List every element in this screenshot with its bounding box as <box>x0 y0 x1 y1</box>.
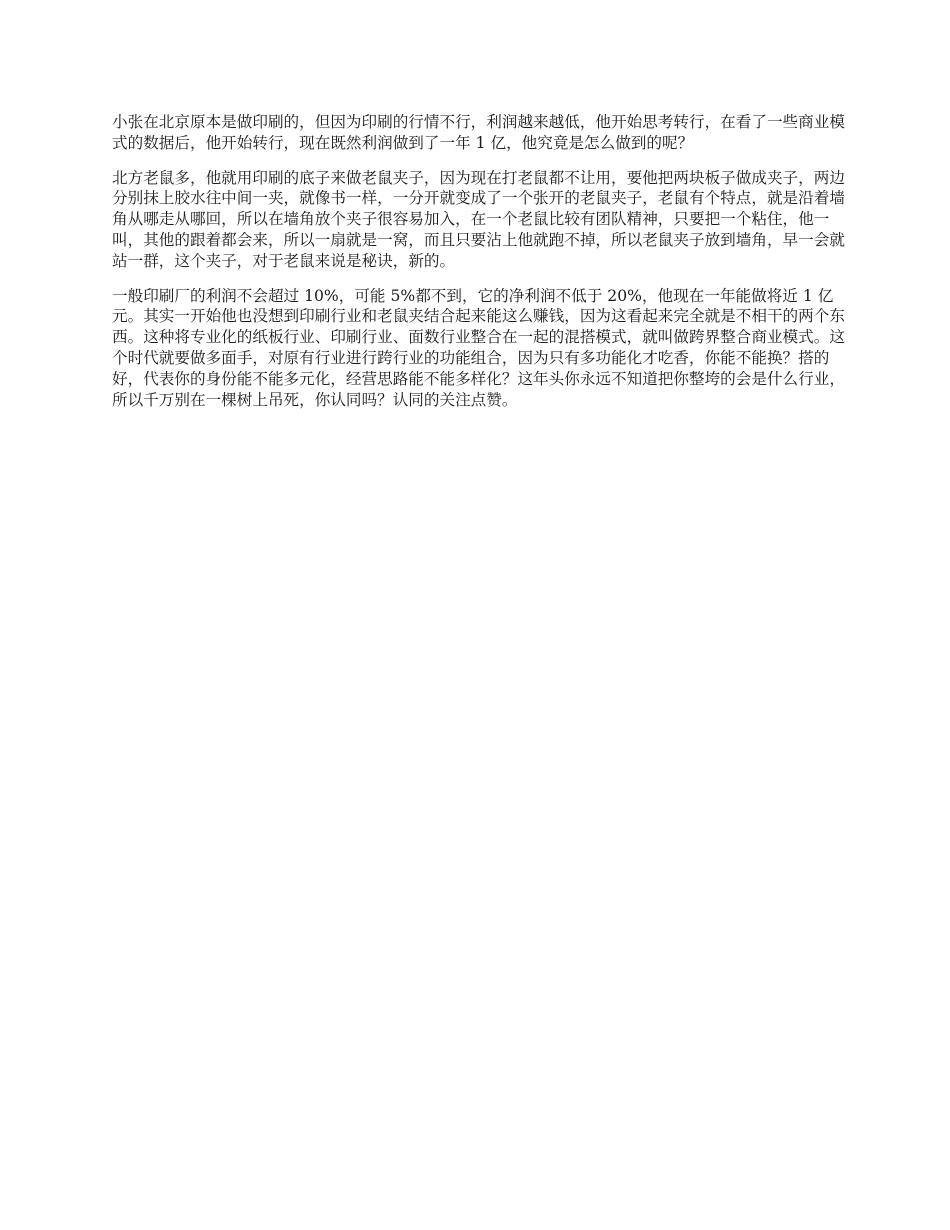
paragraph-mousetrap: 北方老鼠多，他就用印刷的底子来做老鼠夹子，因为现在打老鼠都不让用，要他把两块板子做成夹子，两边分别抹上胶水往中间一夹，就像书一样，一分开就变成了一个张开的老鼠夹子，老鼠有个特点，就是沿着墙角从哪走从哪回，所以在墙角放个夹子很容易加入，在一个老鼠比较有团队精神，只要把一个粘住，他一叫，其他的跟着都会来，所以一扇就是一窝，而且只要沾上他就跑不掉，所以老鼠夹子放到墙角，早一会就站一群，这个夹子，对于老鼠来说是秘诀，新的。 <box>112 168 845 270</box>
paragraph-intro: 小张在北京原本是做印刷的，但因为印刷的行情不行，利润越来越低，他开始思考转行，在看了一些商业模式的数据后，他开始转行，现在既然利润做到了一年 1 亿，他究竟是怎么做到的呢？ <box>112 113 845 152</box>
paragraph-business-model: 一般印刷厂的利润不会超过 10%，可能 5%都不到，它的净利润不低于 20%，他现在一年能做将近 1 亿元。其实一开始他也没想到印刷行业和老鼠夹结合起来能这么赚钱，因为这看起来完全就是不相干的两个东西。这种将专业化的纸板行业、印刷行业、面数行业整合在一起的混搭模式，就叫做跨界整合商业模式。这个时代就要做多面手，对原有行业进行跨行业的功能组合，因为只有多功能化才吃香，你能不能换？搭的好，代表你的身份能不能多元化，经营思路能不能多样化？这年头你永远不知道把你整垮的会是什么行业，所以千万别在一棵树上吊死，你认同吗？认同的关注点赞。 <box>112 286 845 409</box>
document-page <box>112 112 854 424</box>
